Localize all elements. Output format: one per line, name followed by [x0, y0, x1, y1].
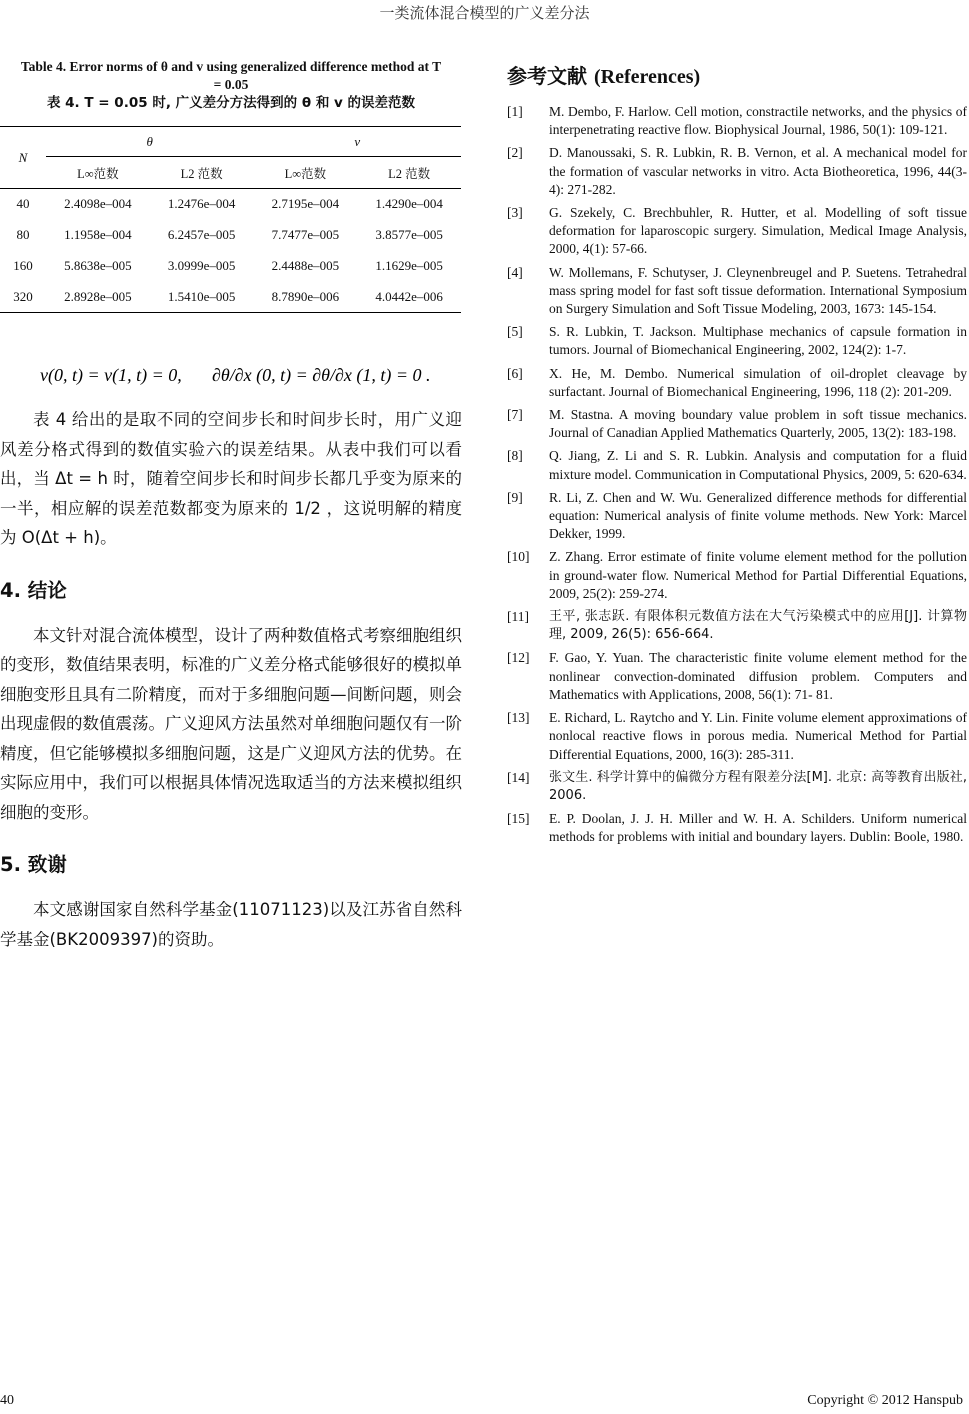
table-row — [0, 251, 461, 282]
reference-text: E. Richard, L. Raytcho and Y. Lin. Finite volume element approximations of nonlocal reactive flows in porous media. Numerical Method for Partial Differential Equations, 2000, 16(3): 285-311. — [549, 710, 967, 762]
list-item — [507, 649, 967, 704]
sub-header: L2 范数 — [180, 166, 223, 181]
left-column — [0, 50, 462, 954]
list-item — [507, 323, 967, 359]
table-cell: 3.0999e–005 — [167, 258, 236, 273]
reference-text: F. Gao, Y. Yuan. The characteristic finite volume element method for the nonlinear convection-dominated diffusion problem. Computers and Mathematics with Applications, 2008, 56(1): 71- 81. — [549, 650, 967, 702]
list-item — [507, 365, 967, 401]
table-row — [0, 189, 461, 220]
reference-text: S. R. Lubkin, T. Jackson. Multiphase mechanics of capsule formation in tumors. Journal of Biomechanical Engineering, 2002, 124(2): 1-7. — [549, 324, 967, 358]
table-cell: 160 — [13, 258, 33, 273]
col-n-header: N — [18, 149, 28, 165]
right-column — [507, 50, 967, 852]
reference-number: [1] — [507, 104, 523, 119]
table-cell: 1.5410e–005 — [167, 288, 236, 304]
sub-header: L∞范数 — [284, 166, 327, 181]
list-item — [507, 810, 967, 846]
list-item — [507, 144, 967, 199]
formula-part-1: v(0, t) = v(1, t) = 0, — [40, 365, 182, 385]
table-cell: 1.2476e–004 — [167, 196, 236, 212]
reference-number: [9] — [507, 489, 523, 505]
reference-text: M. Dembo, F. Harlow. Cell motion, constractile networks, and the physics of interpenetrating reactive flow. Biophysical Journal, 1986, 50(1): 109-121. — [549, 104, 967, 138]
list-item — [507, 447, 967, 483]
boundary-condition-formula — [0, 345, 462, 405]
reference-number: [14] — [507, 769, 530, 785]
sub-header: L2 范数 — [388, 166, 431, 181]
table-cell: 40 — [16, 196, 30, 212]
list-item — [507, 489, 967, 544]
list-item — [507, 709, 967, 764]
list-item — [507, 264, 967, 319]
reference-number: [6] — [507, 365, 523, 381]
reference-text: D. Manoussaki, S. R. Lubkin, R. B. Vernon, et al. A mechanical model for the formation of vascular networks in vitro. Acta Biotheoretica, 1996, 44(3-4): 271-282. — [549, 145, 967, 197]
table-cell: 2.8928e–005 — [64, 288, 132, 304]
reference-text: E. P. Doolan, J. J. H. Miller and W. H. A. Schilders. Uniform numerical methods for problems with initial and boundary layers. Dublin: Boole, 1980. — [549, 811, 967, 845]
list-item — [507, 406, 967, 442]
table-cell: 1.1629e–005 — [375, 258, 443, 273]
table-cell: 320 — [13, 288, 33, 304]
table-cell: 1.4290e–004 — [375, 196, 443, 212]
section-5-text: 本文感谢国家自然科学基金(11071123)以及江苏省自然科学基金(BK2009397)的资助。 — [0, 900, 462, 949]
reference-number: [2] — [507, 145, 523, 161]
list-item — [507, 608, 967, 644]
reference-number: [12] — [507, 650, 530, 666]
running-head: 一类流体混合模型的广义差分法 — [379, 6, 590, 22]
reference-list — [507, 103, 967, 847]
table-cell: 2.7195e–004 — [271, 196, 340, 212]
table-row — [0, 220, 461, 251]
reference-text: 张文生. 科学计算中的偏微分方程有限差分法[M]. 北京: 高等教育出版社, 2006. — [549, 769, 967, 803]
reference-number: [15] — [507, 811, 530, 827]
table-cell: 2.4098e–004 — [64, 196, 132, 212]
references-title-en: (References) — [593, 66, 701, 88]
table-row — [0, 282, 461, 313]
table-cell: 5.8638e–005 — [64, 258, 132, 273]
table-cell: 3.8577e–005 — [375, 227, 443, 242]
reference-text: R. Li, Z. Chen and W. Wu. Generalized difference methods for differential equation: Numerical analysis of finite volume methods. New York: Marcel Dekker, 1999. — [549, 489, 967, 542]
references-title-zh: 参考文献 — [507, 64, 587, 88]
section-4-text: 本文针对混合流体模型，设计了两种数值格式考察细胞组织的变形，数值结果表明，标准的广义差分格式能够很好的模拟单细胞变形且具有二阶精度，而对于多细胞问题—间断问题，则会出现虚假的数值震荡。广义迎风方法虽然对单细胞问题仅有一阶精度，但它能够模拟多细胞问题，这是广义迎风方法的优势。在实际应用中，我们可以根据具体情况选取适当的方法来模拟组织细胞的变形。 — [0, 625, 462, 822]
reference-number: [13] — [507, 710, 530, 726]
references-title — [507, 60, 967, 89]
table-cell: 1.1958e–004 — [64, 227, 132, 242]
theta-group-header: θ — [46, 127, 254, 157]
reference-text: Q. Jiang, Z. Li and S. R. Lubkin. Analysis and computation for a fluid mixture model. Communication in Computational Physics, 2009, 5: 620-634. — [549, 448, 967, 482]
section-4-title: 4. 结论 — [0, 578, 67, 602]
table-cell: 4.0442e–006 — [375, 288, 443, 304]
table-cell: 8.7890e–006 — [271, 288, 340, 304]
reference-number: [10] — [507, 549, 530, 565]
reference-number: [7] — [507, 407, 523, 423]
reference-number: [11] — [507, 609, 529, 625]
reference-text: Z. Zhang. Error estimate of finite volume element method for the pollution in ground-water flow. Numerical Method for Partial Differential Equations, 2009, 25(2): 259-274. — [549, 549, 967, 601]
error-norms-table — [0, 126, 461, 313]
list-item — [507, 548, 967, 603]
reference-number: [4] — [507, 264, 523, 280]
table-caption-zh: 表 4. T = 0.05 时, 广义差分方法得到的 θ 和 v 的误差范数 — [46, 95, 416, 111]
v-group-header: v — [254, 127, 462, 157]
list-item — [507, 103, 967, 139]
reference-number: [5] — [507, 324, 523, 340]
list-item — [507, 769, 967, 805]
copyright-notice: Copyright © 2012 Hanspub — [807, 1393, 963, 1408]
table-cell: 2.4488e–005 — [271, 258, 340, 273]
reference-number: [8] — [507, 448, 523, 464]
table-cell: 7.7477e–005 — [271, 227, 340, 242]
list-item — [507, 204, 967, 259]
page-number: 40 — [0, 1393, 14, 1408]
sub-header: L∞范数 — [77, 166, 119, 181]
table-cell: 6.2457e–005 — [167, 227, 236, 242]
reference-text: M. Stastna. A moving boundary value problem in soft tissue mechanics. Journal of Canadian Applied Mathematics Quarterly, 2005, 13(2): 183-198. — [549, 407, 967, 441]
formula-graphic — [40, 345, 440, 405]
reference-text: W. Mollemans, F. Schutyser, J. Cleynenbreugel and P. Suetens. Tetrahedral mass spring model for fast soft tissue deformation. International Symposium on Surgery Simulation and Soft Tissue Modeling, 2003, 1673: 145-154. — [549, 264, 967, 317]
reference-text: X. He, M. Dembo. Numerical simulation of oil-droplet cleavage by surfactant. Journal of Biomechanical Engineering, 1996, 118 (2): 201-209. — [549, 365, 967, 399]
table4-discussion: 表 4 给出的是取不同的空间步长和时间步长时，用广义迎风差分格式得到的数值实验六的误差结果。从表中我们可以看出，当 Δt = h 时，随着空间步长和时间步长都几乎变为原来的一半，相应解的误差范数都变为原来的 1/2 ，这说明解的精度为 O(Δt + h)。 — [0, 410, 462, 547]
reference-text: 王平, 张志跃. 有限体积元数值方法在大气污染模式中的应用[J]. 计算物理, 2009, 26(5): 656-664. — [549, 609, 967, 643]
table-caption-en: Table 4. Error norms of θ and v using generalized difference method at T = 0.05 — [20, 59, 442, 92]
section-5-title: 5. 致谢 — [0, 853, 67, 876]
formula-part-2: ∂θ/∂x (0, t) = ∂θ/∂x (1, t) = 0 . — [212, 365, 431, 385]
table-cell: 80 — [16, 227, 30, 242]
reference-text: G. Szekely, C. Brechbuhler, R. Hutter, et al. Modelling of soft tissue deformation for laparoscopic surgery. Simulation, Medical Image Analysis, 2000, 4(1): 57-66. — [549, 205, 967, 257]
reference-number: [3] — [507, 205, 523, 221]
